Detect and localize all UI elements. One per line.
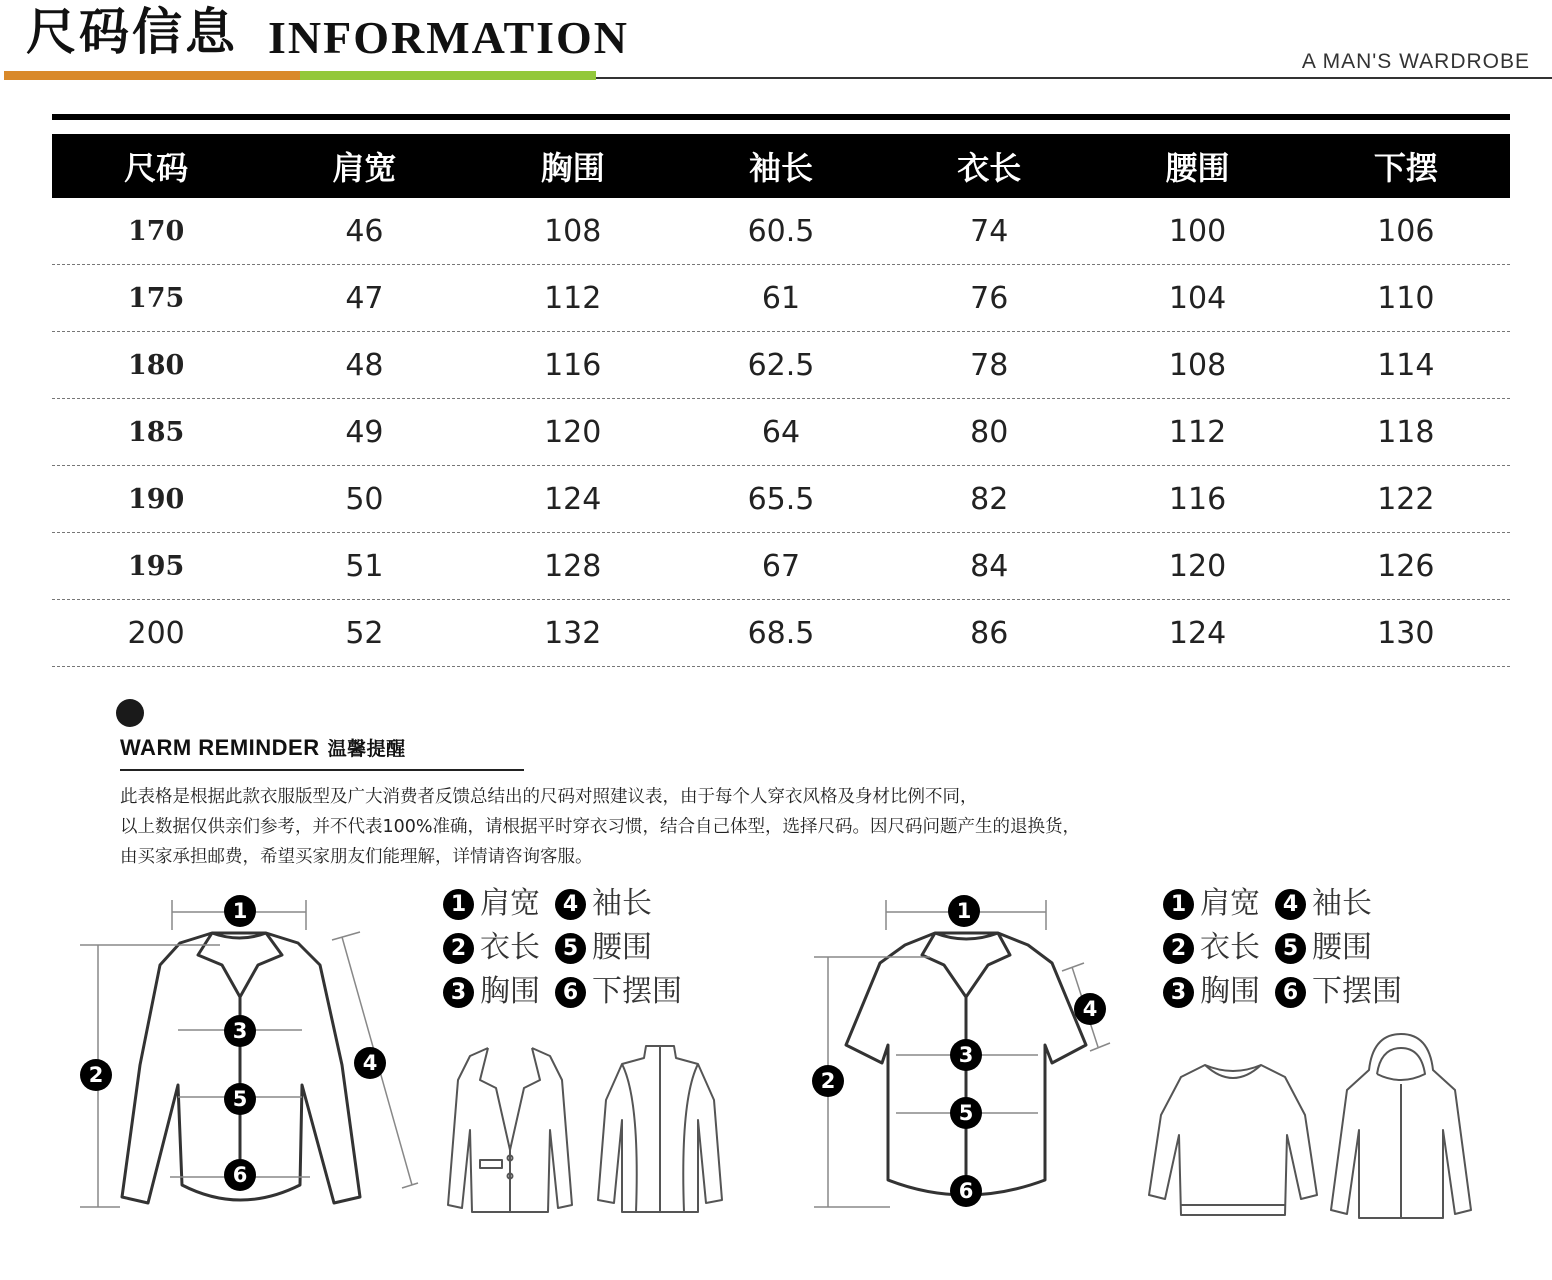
accent-bar-green xyxy=(300,71,596,80)
table-cell: 114 xyxy=(1377,347,1435,383)
legend-label: 腰围 xyxy=(592,930,652,965)
table-row xyxy=(52,399,1510,466)
diagram-marker: 2 xyxy=(88,1063,104,1087)
legend-label: 胸围 xyxy=(480,974,540,1009)
table-cell: 190 xyxy=(127,483,185,515)
legend-number: 6 xyxy=(1275,977,1306,1008)
legend-label: 袖长 xyxy=(1312,886,1372,921)
legend-label: 袖长 xyxy=(592,886,652,921)
table-cell: 124 xyxy=(1168,615,1227,651)
header-divider xyxy=(596,77,1552,79)
table-cell: 122 xyxy=(1377,481,1435,517)
short-sleeve-shirt-diagram xyxy=(800,885,1130,1225)
reminder-underline xyxy=(120,769,524,771)
table-row xyxy=(52,332,1510,399)
diagram-marker: 4 xyxy=(362,1051,378,1075)
legend-number: 1 xyxy=(443,889,474,920)
table-cell: 124 xyxy=(544,481,602,517)
table-cell: 48 xyxy=(345,347,384,383)
diagram-marker: 5 xyxy=(232,1087,248,1111)
table-cell: 108 xyxy=(1168,347,1227,383)
reminder-line: 由买家承担邮费，希望买家朋友们能理解，详情请咨询客服。 xyxy=(120,847,593,867)
table-cell: 118 xyxy=(1377,414,1435,450)
table-cell: 46 xyxy=(345,213,384,249)
table-cell: 76 xyxy=(970,280,1009,316)
legend-label: 衣长 xyxy=(1200,930,1260,965)
page-title-cn: 尺码信息 xyxy=(26,2,238,61)
legend-number: 5 xyxy=(555,933,586,964)
measurement-legend-left xyxy=(443,882,682,1014)
table-cell: 116 xyxy=(544,347,602,383)
table-row xyxy=(52,466,1510,533)
table-cell: 67 xyxy=(761,548,801,584)
table-cell: 50 xyxy=(345,481,384,517)
long-sleeve-shirt-diagram xyxy=(70,885,430,1225)
table-cell: 82 xyxy=(970,481,1009,517)
reminder-line: 以上数据仅供亲们参考，并不代表100%准确，请根据平时穿衣习惯，结合自己体型，选择尺码。因尺码问题产生的退换货， xyxy=(120,817,1081,837)
table-top-rule xyxy=(52,114,1510,120)
column-header: 肩宽 xyxy=(332,149,397,187)
hoodie-icon xyxy=(1325,1030,1475,1225)
diagram-marker: 5 xyxy=(958,1101,974,1125)
table-cell: 104 xyxy=(1168,280,1227,316)
table-cell: 126 xyxy=(1377,548,1435,584)
table-cell: 74 xyxy=(970,213,1009,249)
track-jacket-icon xyxy=(590,1040,730,1220)
sweater-icon xyxy=(1145,1055,1320,1225)
diagram-marker: 6 xyxy=(232,1163,248,1187)
table-row xyxy=(52,600,1510,667)
table-cell: 180 xyxy=(127,349,185,381)
legend-number: 4 xyxy=(1275,889,1306,920)
reminder-title xyxy=(120,734,406,761)
reminder-text xyxy=(120,782,1240,872)
table-cell: 132 xyxy=(544,615,602,651)
table-cell: 86 xyxy=(970,615,1009,651)
column-header: 袖长 xyxy=(748,149,813,187)
column-header: 下摆 xyxy=(1373,149,1438,187)
table-cell: 60.5 xyxy=(747,213,815,249)
column-header: 衣长 xyxy=(957,149,1022,187)
reminder-title-cn: 温馨提醒 xyxy=(327,738,406,760)
legend-number: 3 xyxy=(1163,977,1194,1008)
table-cell: 175 xyxy=(127,282,185,314)
legend-label: 胸围 xyxy=(1200,974,1260,1009)
table-cell: 130 xyxy=(1377,615,1435,651)
size-table xyxy=(52,134,1510,667)
reminder-line: 此表格是根据此款衣服版型及广大消费者反馈总结出的尺码对照建议表，由于每个人穿衣风格及身材比例不同， xyxy=(120,787,978,807)
bullet-dot-icon xyxy=(116,699,144,727)
legend-number: 2 xyxy=(443,933,474,964)
legend-label: 肩宽 xyxy=(1200,886,1260,921)
table-cell: 170 xyxy=(127,215,185,247)
table-cell: 47 xyxy=(345,280,384,316)
table-row xyxy=(52,198,1510,265)
table-row xyxy=(52,533,1510,600)
table-cell: 120 xyxy=(1168,548,1227,584)
table-cell: 185 xyxy=(127,416,185,448)
column-header: 胸围 xyxy=(540,149,605,187)
diagram-marker: 3 xyxy=(232,1019,248,1043)
legend-label: 下摆围 xyxy=(1312,974,1402,1009)
table-cell: 110 xyxy=(1377,280,1435,316)
legend-label: 肩宽 xyxy=(480,886,540,921)
table-row xyxy=(52,265,1510,332)
table-cell: 52 xyxy=(345,615,384,651)
table-cell: 61 xyxy=(761,280,801,316)
legend-label: 下摆围 xyxy=(592,974,682,1009)
table-cell: 106 xyxy=(1377,213,1435,249)
column-header: 尺码 xyxy=(124,149,189,187)
table-cell: 62.5 xyxy=(747,347,815,383)
reminder-title-en: WARM REMINDER xyxy=(120,735,320,760)
legend-number: 4 xyxy=(555,889,586,920)
table-cell: 112 xyxy=(1168,414,1227,450)
table-cell: 100 xyxy=(1168,213,1227,249)
table-cell: 108 xyxy=(544,213,602,249)
table-cell: 200 xyxy=(127,615,185,651)
legend-number: 6 xyxy=(555,977,586,1008)
page-title-en: INFORMATION xyxy=(268,12,630,63)
diagram-marker: 1 xyxy=(232,899,248,923)
table-cell: 68.5 xyxy=(747,615,815,651)
legend-number: 2 xyxy=(1163,933,1194,964)
table-cell: 65.5 xyxy=(747,481,815,517)
legend-label: 腰围 xyxy=(1312,930,1372,965)
column-header: 腰围 xyxy=(1165,149,1230,187)
table-cell: 195 xyxy=(127,550,185,582)
blazer-icon xyxy=(440,1040,580,1220)
table-cell: 78 xyxy=(970,347,1009,383)
diagram-marker: 4 xyxy=(1082,997,1098,1021)
table-cell: 51 xyxy=(345,548,384,584)
table-cell: 116 xyxy=(1168,481,1227,517)
table-cell: 64 xyxy=(761,414,801,450)
measurement-legend-right xyxy=(1163,882,1402,1014)
legend-number: 1 xyxy=(1163,889,1194,920)
table-cell: 112 xyxy=(544,280,602,316)
diagram-marker: 1 xyxy=(956,899,972,923)
table-cell: 49 xyxy=(345,414,384,450)
diagram-marker: 6 xyxy=(958,1179,974,1203)
brand-tagline: A MAN'S WARDROBE xyxy=(1301,50,1530,73)
legend-number: 3 xyxy=(443,977,474,1008)
legend-number: 5 xyxy=(1275,933,1306,964)
table-header-row xyxy=(52,134,1510,198)
table-cell: 120 xyxy=(544,414,602,450)
table-cell: 80 xyxy=(970,414,1009,450)
table-cell: 84 xyxy=(970,548,1009,584)
accent-bar-orange xyxy=(4,71,300,80)
diagram-marker: 2 xyxy=(820,1069,836,1093)
diagram-marker: 3 xyxy=(958,1043,974,1067)
legend-label: 衣长 xyxy=(480,930,540,965)
table-cell: 128 xyxy=(544,548,602,584)
